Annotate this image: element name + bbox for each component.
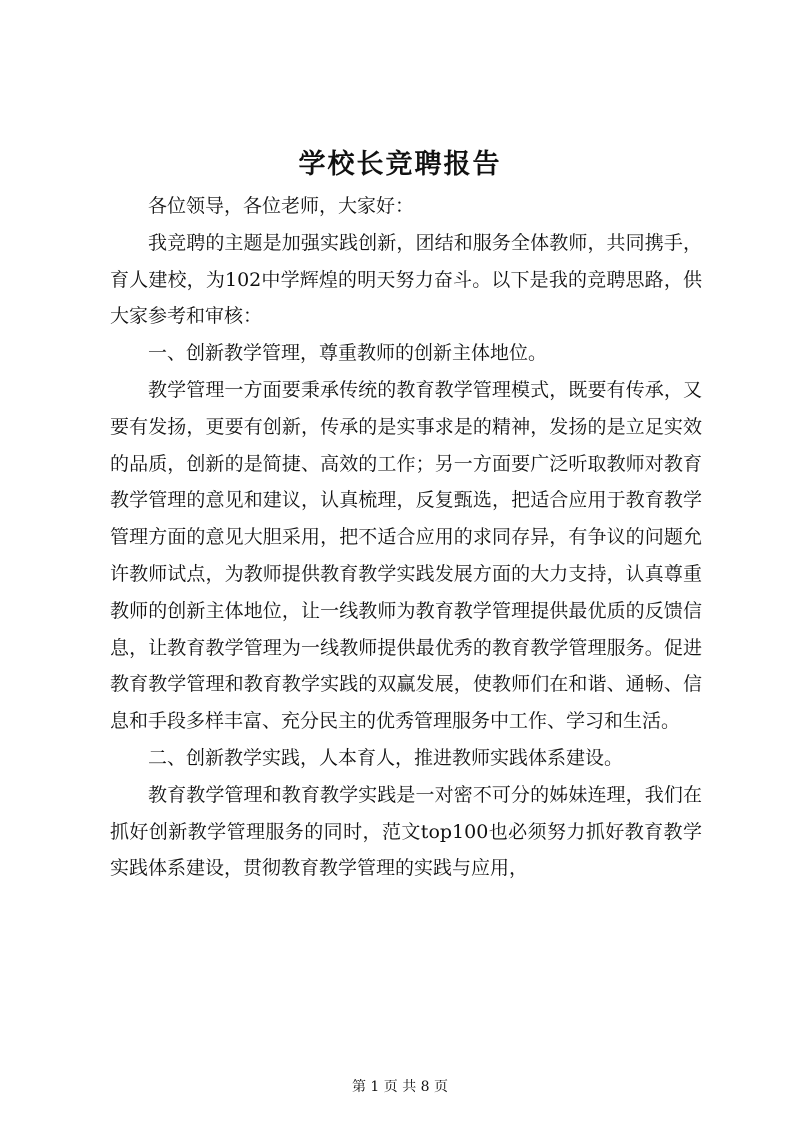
section-heading-1: 一、创新教学管理，尊重教师的创新主体地位。 [148,342,548,365]
document-body [110,188,702,887]
greeting-paragraph: 各位领导，各位老师，大家好： [148,195,415,217]
section-2-paragraph: 教育教学管理和教育教学实践是一对密不可分的姊妹连理，我们在抓好创新教学管理服务的同时，范文top100也必须努力抓好教育教学实践体系建设，贯彻教育教学管理的实践与应用， [110,783,702,880]
section-1-paragraph: 教学管理一方面要秉承传统的教育教学管理模式，既要有传承，又要有发扬，更要有创新，传承的是实事求是的精神，发扬的是立足实效的品质，创新的是简捷、高效的工作；另一方面要广泛听取教师对教育教学管理的意见和建议，认真梳理，反复甄选，把适合应用于教育教学管理方面的意见大胆采用，把不适合应用的求同存异，有争议的问题允许教师试点，为教师提供教育教学实践发展方面的大力支持，认真尊重教师的创新主体地位，让一线教师为教育教学管理提供最优质的反馈信息，让教育教学管理为一线教师提供最优秀的教育教学管理服务。促进教育教学管理和教育教学实践的双赢发展，使教师们在和谐、通畅、信息和手段多样丰富、充分民主的优秀管理服务中工作、学习和生活。 [110,378,702,733]
page-footer: 第 1 页 共 8 页 [351,1079,449,1095]
page-title: 学校长竞聘报告 [298,149,502,180]
section-heading-2: 二、创新教学实践，人本育人，推进教师实践体系建设。 [148,746,624,769]
intro-paragraph: 我竞聘的主题是加强实践创新，团结和服务全体教师，共同携手，育人建校，为102中学辉煌的明天努力奋斗。以下是我的竞聘思路，供大家参考和审核： [110,231,702,328]
